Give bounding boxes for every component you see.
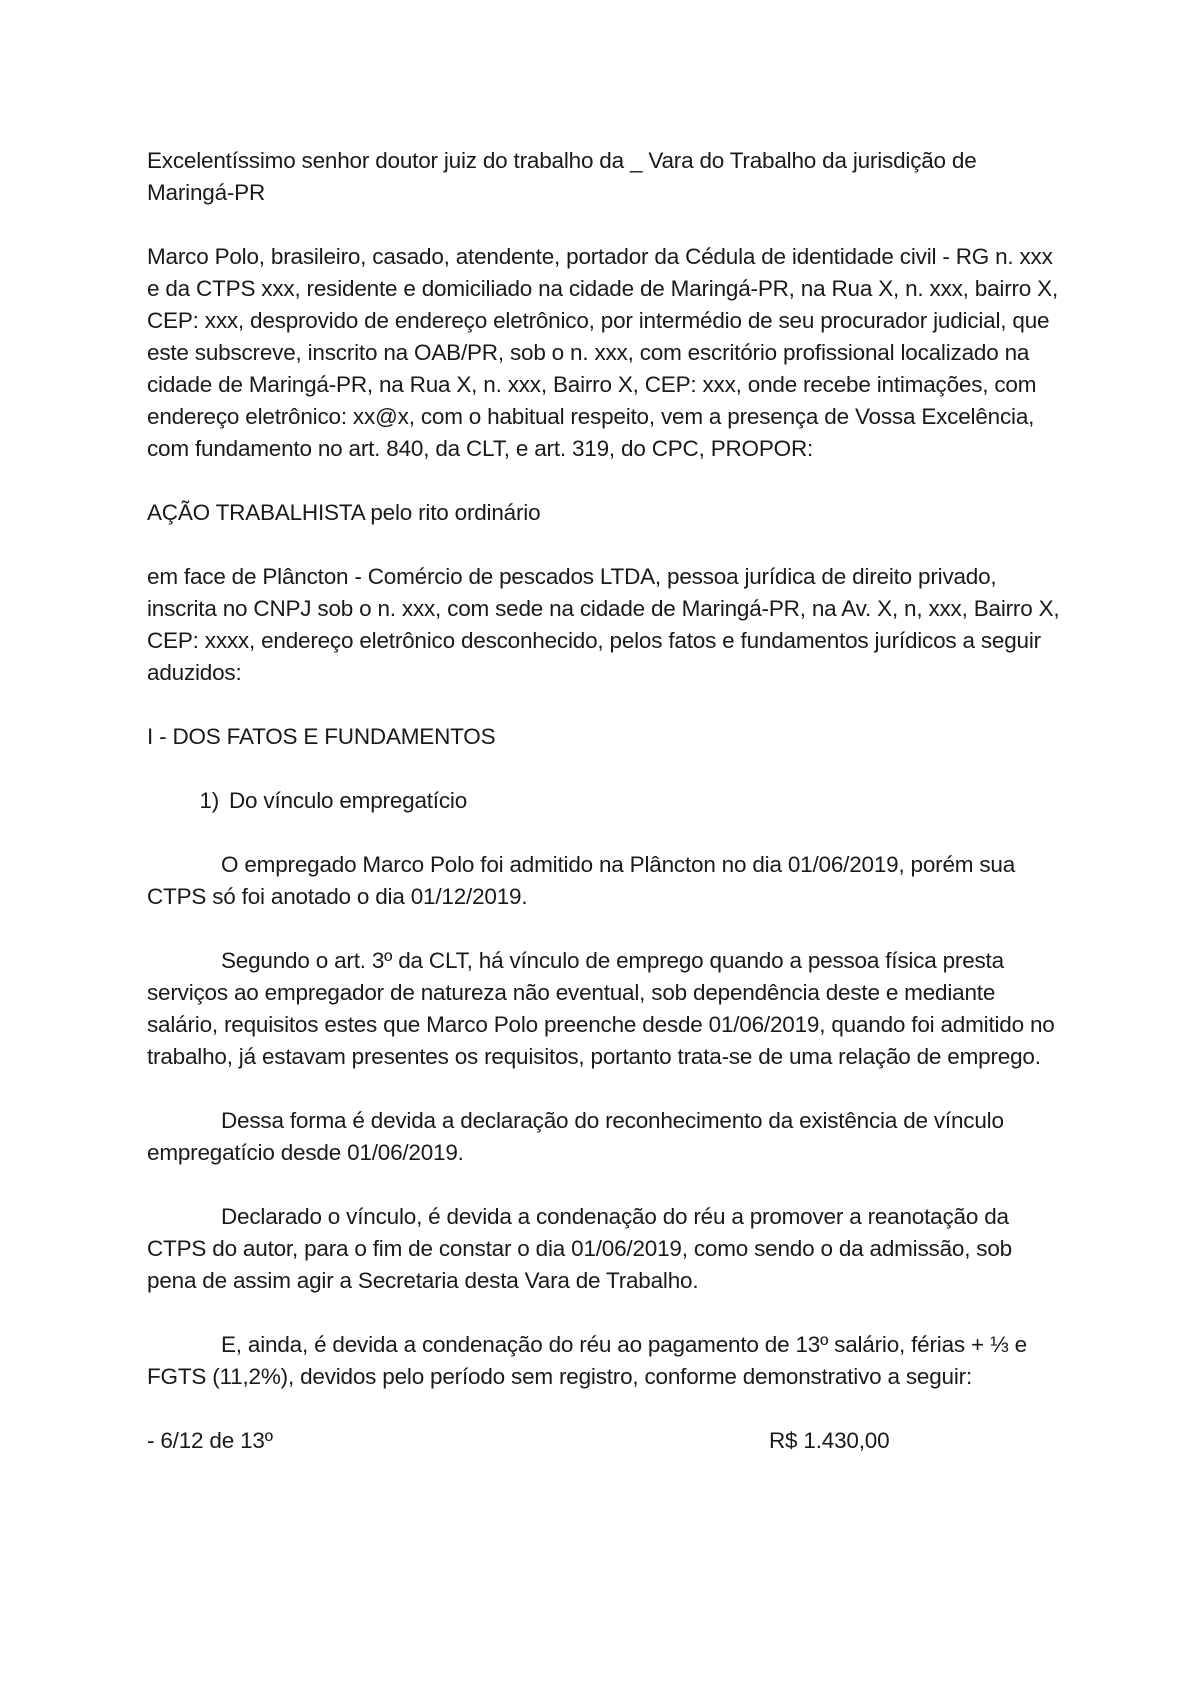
paragraph-admission: O empregado Marco Polo foi admitido na Plâncton no dia 01/06/2019, porém sua CTPS só foi anotado o dia 01/12/2019. — [147, 852, 1016, 909]
paragraph-payment: E, ainda, é devida a condenação do réu ao pagamento de 13º salário, férias + ⅓ e FGTS (11,2%), devidos pelo período sem registro, conforme demonstrativo a seguir: — [147, 1332, 1027, 1389]
paragraph-ctps-reannotation: Declarado o vínculo, é devida a condenação do réu a promover a reanotação da CTPS do autor, para o fim de constar o dia 01/06/2019, como sendo o da admissão, sob pena de assim agir a Secretaria desta Vara de Trabalho. — [147, 1204, 1012, 1293]
subsection-title: Do vínculo empregatício — [229, 788, 468, 813]
defendant-qualification: em face de Plâncton - Comércio de pescados LTDA, pessoa jurídica de direito privado, inscrita no CNPJ sob o n. xxx, com sede na cidade de Maringá-PR, na Av. X, n, xxx, Bairro X, CEP: xxxx, endereço eletrônico desconhecido, pelos fatos e fundamentos jurídicos a seguir aduzidos: — [147, 564, 1060, 685]
paragraph-declaration: Dessa forma é devida a declaração do reconhecimento da existência de vínculo empregatício desde 01/06/2019. — [147, 1108, 1004, 1165]
addressee: Excelentíssimo senhor doutor juiz do trabalho da _ Vara do Trabalho da jurisdição de Maringá-PR — [147, 148, 977, 205]
subsection-heading — [147, 785, 1067, 817]
subsection-number: 1) — [199, 788, 219, 813]
plaintiff-qualification: Marco Polo, brasileiro, casado, atendente, portador da Cédula de identidade civil - RG n. xxx e da CTPS xxx, residente e domiciliado na cidade de Maringá-PR, na Rua X, n. xxx, bairro X, CEP: xxx, desprovido de endereço eletrônico, por intermédio de seu procurador judicial, que este subscreve, inscrito na OAB/PR, sob o n. xxx, com escritório profissional localizado na cidade de Maringá-PR, na Rua X, n. xxx, Bairro X, CEP: xxx, onde recebe intimações, com endereço eletrônico: xx@x, com o habitual respeito, vem a presença de Vossa Excelência, com fundamento no art. 840, da CLT, e art. 319, do CPC, PROPOR: — [147, 244, 1059, 461]
action-title: AÇÃO TRABALHISTA pelo rito ordinário — [147, 500, 541, 525]
section-heading: I - DOS FATOS E FUNDAMENTOS — [147, 724, 496, 749]
paragraph-art3-clt: Segundo o art. 3º da CLT, há vínculo de emprego quando a pessoa física presta serviços ao empregador de natureza não eventual, sob dependência deste e mediante salário, requisitos estes que Marco Polo preenche desde 01/06/2019, quando foi admitido no trabalho, já estavam presentes os requisitos, portanto trata-se de uma relação de emprego. — [147, 948, 1055, 1069]
document-body — [147, 145, 1067, 1457]
demonstrative-label: - 6/12 de 13º — [147, 1428, 273, 1453]
demonstrative-value: R$ 1.430,00 — [769, 1428, 890, 1453]
demonstrative-row — [147, 1425, 1067, 1457]
